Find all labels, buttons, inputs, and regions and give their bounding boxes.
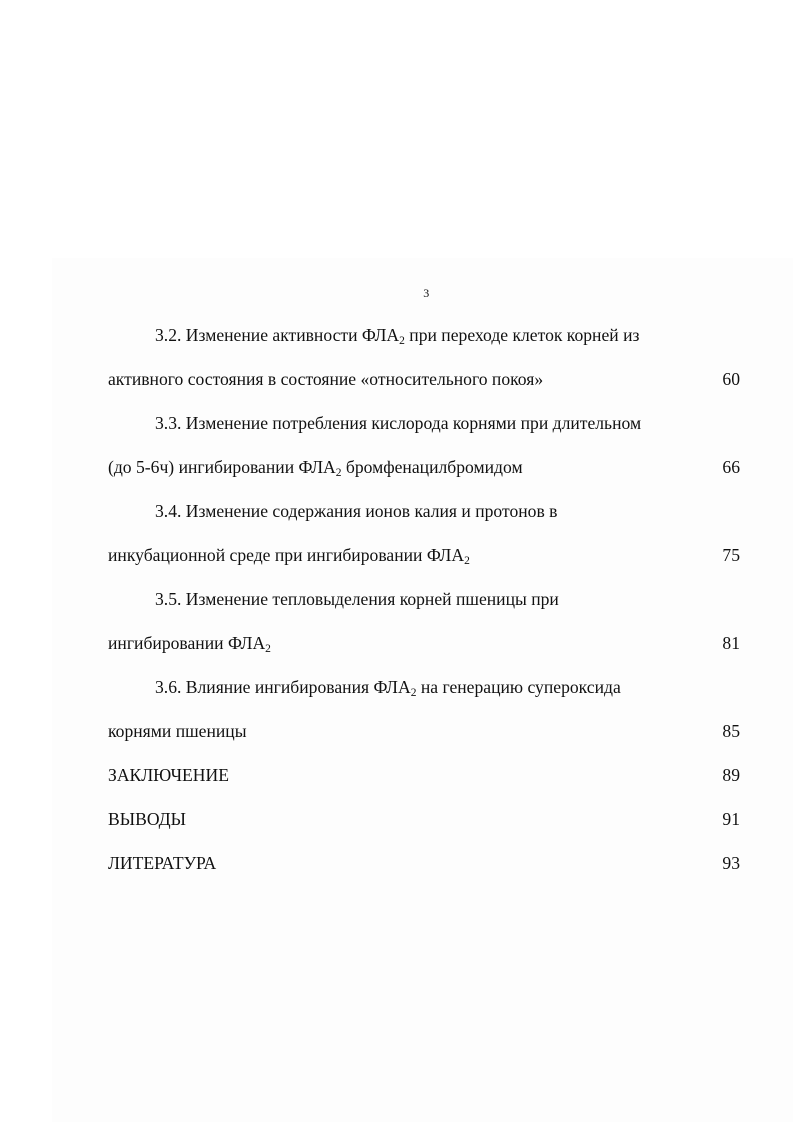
toc-section-conclusion: ЗАКЛЮЧЕНИЕ (108, 765, 229, 785)
toc-entry-3-3-page: 66 (722, 457, 740, 477)
toc-entry-3-5-line2: ингибировании $ФЛА_2$ (108, 633, 271, 655)
toc-section-findings-page: 91 (722, 809, 740, 829)
toc-entry-3-2-line1: 3.2. Изменение активности $ФЛА_2$ при переходе клеток корней из (155, 325, 640, 347)
toc-section-literature-page: 93 (722, 853, 740, 873)
toc-entry-3-6-page: 85 (722, 721, 740, 741)
toc-entry-3-3-line1: 3.3. Изменение потребления кислорода корнями при длительном (155, 413, 642, 433)
toc-entry-3-5-line1: 3.5. Изменение тепловыделения корней пшеницы при (155, 589, 559, 609)
toc-section-literature: ЛИТЕРАТУРА (108, 853, 217, 873)
toc-entry-3-6-line1: 3.6. Влияние ингибирования $ФЛА_2$ на генерацию супероксида (155, 677, 621, 699)
toc-entry-3-2-page: 60 (722, 369, 740, 389)
page-number: 3 (423, 286, 430, 300)
toc-entry-3-3-line2: (до 5-6ч) ингибировании $ФЛА_2$ бромфенацилбромидом (108, 457, 523, 479)
toc-entry-3-2-line2: активного состояния в состояние «относительного покоя» (108, 369, 544, 389)
toc-entry-3-6-line2: корнями пшеницы (108, 721, 247, 741)
toc-entry-3-4-line1: 3.4. Изменение содержания ионов калия и протонов в (155, 501, 558, 521)
toc-entry-3-4-line2: инкубационной среде при ингибировании $ФЛА_2$ (108, 545, 470, 567)
toc-entry-3-4-page: 75 (722, 545, 740, 565)
toc-section-findings: ВЫВОДЫ (108, 809, 186, 829)
toc-entry-3-5-page: 81 (722, 633, 740, 653)
toc-section-conclusion-page: 89 (722, 765, 740, 785)
